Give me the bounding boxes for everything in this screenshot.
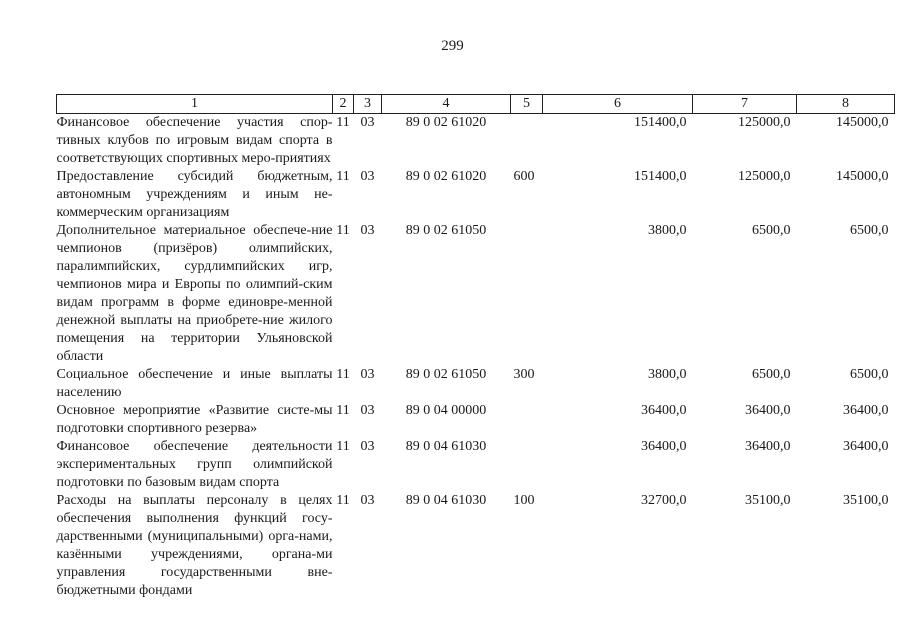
row-expense-type [511, 438, 543, 492]
row-value-col7: 6500,0 [752, 223, 791, 238]
table-row [57, 438, 895, 492]
row-value-col7: 125000,0 [738, 115, 791, 130]
row-value-col7: 36400,0 [745, 403, 791, 418]
row-subsection: 03 [360, 169, 375, 184]
row-value-col6: 3800,0 [648, 367, 687, 382]
row-name: Финансовое обеспечение деятельности экспериментальных групп олимпийской подготовки по базовым видам спорта [56, 439, 333, 490]
column-header: 2 [333, 95, 354, 114]
row-expense-type: 600 [513, 169, 535, 184]
row-value-col8: 6500,0 [850, 223, 889, 238]
row-section: 11 [336, 115, 350, 130]
row-section: 11 [336, 403, 350, 418]
row-value-col6: 36400,0 [641, 403, 687, 418]
row-value-col8: 36400,0 [843, 403, 889, 418]
table-row [57, 114, 895, 169]
row-subsection: 03 [360, 439, 375, 454]
row-expense-type: 100 [513, 493, 535, 508]
row-value-col7: 35100,0 [745, 493, 791, 508]
row-expense-type [511, 114, 543, 169]
page-number: 299 [441, 38, 464, 54]
row-target-code: 89 0 02 61020 [405, 115, 487, 130]
row-target-code: 89 0 02 61020 [405, 169, 487, 184]
row-subsection: 03 [360, 223, 375, 238]
column-header: 5 [511, 95, 543, 114]
row-target-code: 89 0 02 61050 [405, 367, 487, 382]
row-name: Социальное обеспечение и иные выплаты населению [56, 367, 333, 400]
budget-table [56, 94, 895, 600]
row-value-col6: 32700,0 [641, 493, 687, 508]
row-subsection: 03 [360, 115, 375, 130]
row-section: 11 [336, 367, 350, 382]
row-value-col6: 151400,0 [634, 115, 687, 130]
row-target-code: 89 0 04 61030 [405, 493, 487, 508]
row-expense-type: 300 [513, 367, 535, 382]
table-row [57, 366, 895, 402]
row-value-col7: 36400,0 [745, 439, 791, 454]
row-section: 11 [336, 169, 350, 184]
row-value-col8: 36400,0 [843, 439, 889, 454]
row-expense-type [511, 222, 543, 366]
row-expense-type [511, 402, 543, 438]
column-header: 6 [543, 95, 693, 114]
row-value-col7: 125000,0 [738, 169, 791, 184]
row-name: Финансовое обеспечение участия спор-тивных клубов по игровым видам спорта в соответствующих спортивных меро-приятиях [56, 115, 333, 166]
row-value-col6: 3800,0 [648, 223, 687, 238]
column-header: 3 [354, 95, 382, 114]
row-name: Расходы на выплаты персоналу в целях обеспечения выполнения функций госу-дарственными (муниципальными) орга-нами, казёнными учреждениями, органа-ми управления государственными вне-бюджетными фондами [56, 493, 333, 598]
column-header: 8 [797, 95, 895, 114]
row-value-col7: 6500,0 [752, 367, 791, 382]
row-value-col6: 151400,0 [634, 169, 687, 184]
table-row [57, 492, 895, 600]
row-name: Предоставление субсидий бюджетным, автономным учреждениям и иным не-коммерческим организациям [56, 169, 333, 220]
table-row [57, 222, 895, 366]
row-target-code: 89 0 02 61050 [405, 223, 487, 238]
row-subsection: 03 [360, 367, 375, 382]
row-section: 11 [336, 223, 350, 238]
row-name: Основное мероприятие «Развитие систе-мы подготовки спортивного резерва» [56, 403, 333, 436]
row-value-col8: 145000,0 [836, 169, 889, 184]
row-name: Дополнительное материальное обеспече-ние чемпионов (призёров) олимпийских, паралимпийских, сурдлимпийских игр, чемпионов мира и Европы по олимпий-ским видам программ в форме единовре-менной денежной выплаты на приобрете-ние жилого помещения на территории Ульяновской области [56, 223, 333, 364]
table-row [57, 168, 895, 222]
row-value-col8: 145000,0 [836, 115, 889, 130]
row-subsection: 03 [360, 493, 375, 508]
table-row [57, 402, 895, 438]
row-target-code: 89 0 04 00000 [405, 403, 487, 418]
row-value-col6: 36400,0 [641, 439, 687, 454]
row-section: 11 [336, 439, 350, 454]
row-value-col8: 35100,0 [843, 493, 889, 508]
row-subsection: 03 [360, 403, 375, 418]
row-value-col8: 6500,0 [850, 367, 889, 382]
row-target-code: 89 0 04 61030 [405, 439, 487, 454]
column-header: 4 [382, 95, 511, 114]
column-header: 1 [57, 95, 333, 114]
column-header: 7 [693, 95, 797, 114]
header-row [57, 95, 895, 114]
row-section: 11 [336, 493, 350, 508]
